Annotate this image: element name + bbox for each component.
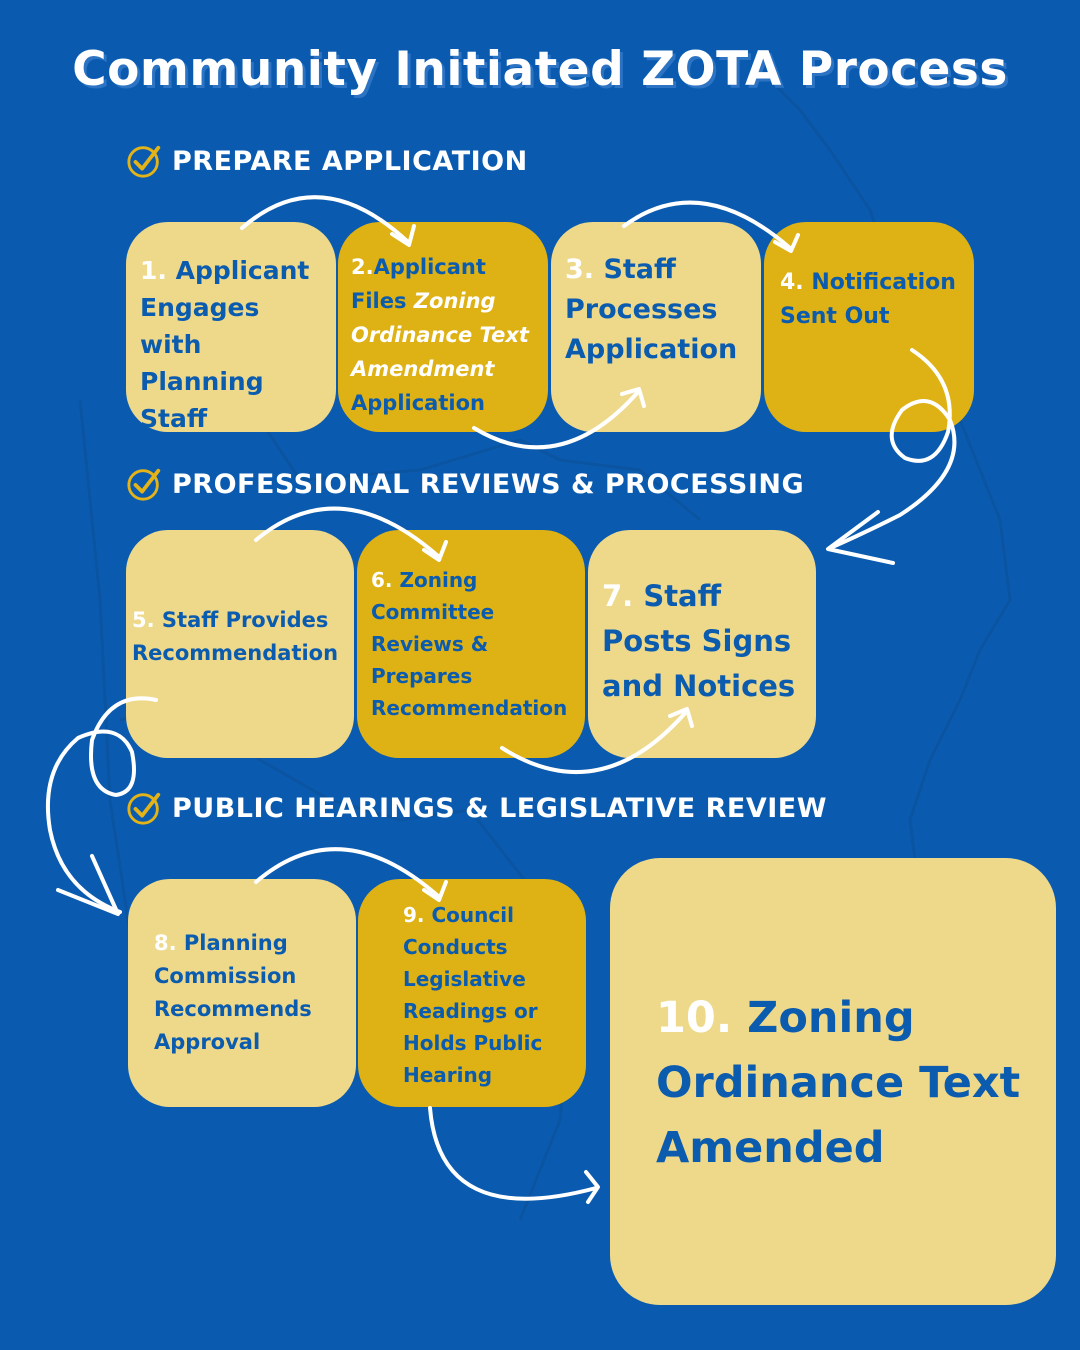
step-text: Notification Sent Out [780, 270, 956, 329]
step-text: Zoning Committee Reviews & Prepares Recommendation [371, 568, 568, 720]
checkmark-circle-icon [126, 142, 164, 180]
step-number: 5. [132, 608, 155, 632]
section-public-hearings [126, 789, 827, 827]
step-5-box [126, 530, 354, 758]
step-6-box [357, 530, 585, 758]
step-9-box [358, 879, 586, 1107]
checkmark-circle-icon [126, 789, 164, 827]
step-text: Applicant Engages with Planning Staff [140, 256, 310, 433]
step-7-box [588, 530, 816, 758]
checkmark-circle-icon [126, 465, 164, 503]
step-number: 8. [154, 931, 177, 955]
step-text: Staff Processes Application [565, 254, 738, 365]
step-text: Planning Commission Recommends Approval [154, 931, 312, 1054]
section-label: PUBLIC HEARINGS & LEGISLATIVE REVIEW [172, 792, 827, 824]
section-prepare-application [126, 142, 528, 180]
step-text: Staff Posts Signs and Notices [602, 579, 796, 703]
step-number: 7. [602, 579, 634, 613]
page-title: Community Initiated ZOTA Process [72, 42, 1008, 97]
step-1-box [126, 222, 336, 432]
step-number: 3. [565, 254, 595, 285]
step-text-italic: Zoning Ordinance Text Amendment [351, 289, 529, 381]
step-3-box [551, 222, 761, 432]
step-2-box [338, 222, 548, 432]
section-professional-reviews [126, 465, 804, 503]
step-number: 4. [780, 270, 804, 295]
step-number: 2. [351, 255, 374, 279]
step-text: Applicant Files [351, 255, 486, 313]
step-4-box [764, 222, 974, 432]
step-8-box [128, 879, 356, 1107]
step-10-box [610, 858, 1056, 1305]
section-label: PROFESSIONAL REVIEWS & PROCESSING [172, 468, 805, 500]
step-number: 9. [403, 903, 425, 927]
step-number: 1. [140, 256, 167, 285]
step-number: 10. [656, 993, 733, 1043]
step-number: 6. [371, 568, 393, 592]
step-text: Staff Provides Recommendation [132, 608, 339, 665]
section-label: PREPARE APPLICATION [172, 145, 528, 177]
step-text: Application [351, 391, 485, 415]
step-text: Zoning Ordinance Text Amended [656, 993, 1021, 1173]
step-text: Council Conducts Legislative Readings or Holds Public Hearing [403, 903, 543, 1087]
